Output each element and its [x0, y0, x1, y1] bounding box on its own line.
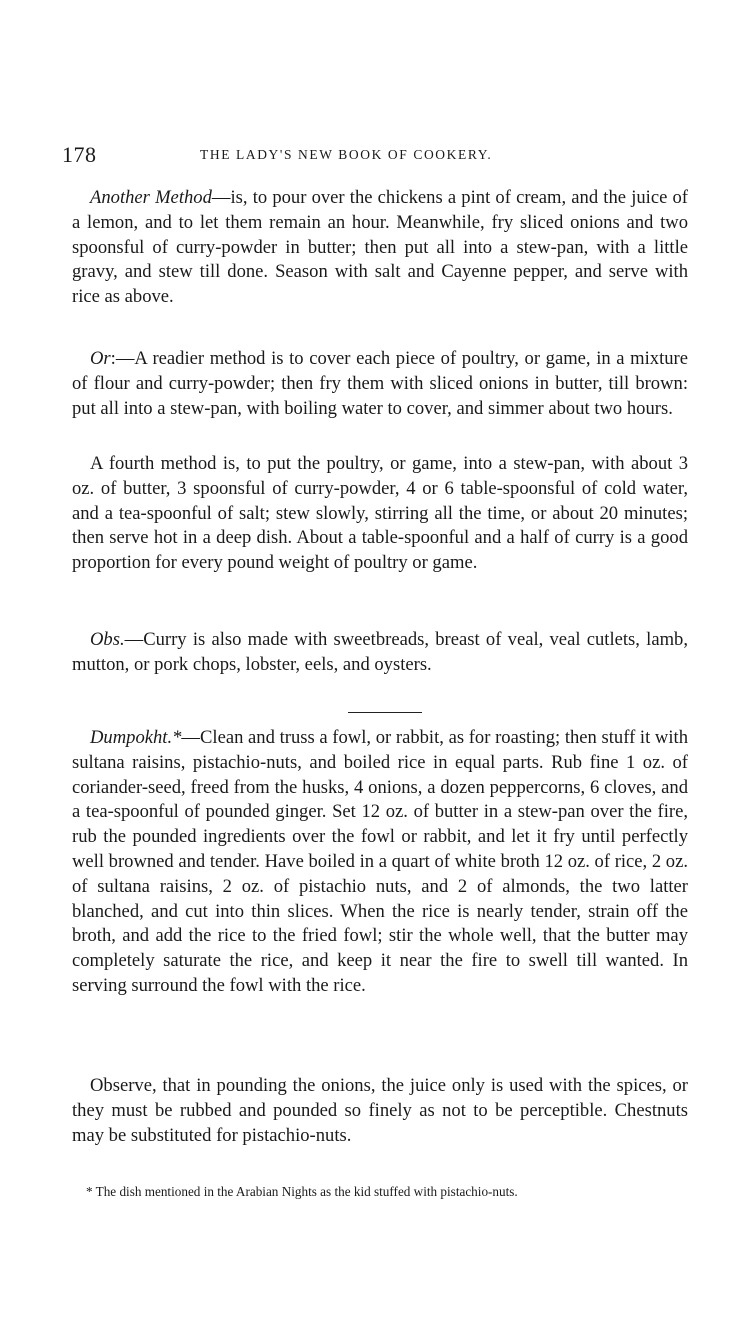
paragraph-text: Observe, that in pounding the onions, the juice only is used with the spices, or they must be rubbed and pounded so finely as not to be perceptible. Chestnuts may be substituted for pistachio-nuts. [72, 1075, 688, 1146]
paragraph-text: —is, to pour over the chickens a pint of cream, and the juice of a lemon, and to let them remain an hour. Meanwhile, fry sliced onions and two spoonsful of curry-powder in butter; then put all into a stew-pan, with a little gravy, and stew till done. Season with salt and Cayenne pepper, and serve with rice as above. [72, 187, 688, 308]
paragraph-lead: Dumpokht.* [90, 727, 182, 748]
paragraph-text: :—A readier method is to cover each piece of poultry, or game, in a mixture of flour and curry-powder; then fry them with sliced onions in butter, till brown: put all into a stew-pan, with boiling water to cover, and simmer about two hours. [72, 348, 688, 419]
paragraph-lead: Or [90, 348, 111, 369]
paragraph-fourth-method [72, 452, 688, 576]
paragraph-lead: Obs. [90, 629, 125, 650]
paragraph-text: A fourth method is, to put the poultry, or game, into a stew-pan, with about 3 oz. of butter, 3 spoonsful of curry-powder, 4 or 6 table-spoonsful of cold water, and a tea-spoonful of salt; stew slowly, stirring all the time, or about 20 minutes; then serve hot in a deep dish. About a table-spoonful and a half of curry is a good proportion for every pound weight of poultry or game. [72, 453, 688, 574]
footnote [74, 1184, 690, 1201]
footnote-text: * The dish mentioned in the Arabian Nights as the kid stuffed with pistachio-nuts. [86, 1184, 518, 1199]
paragraph-text: —Clean and truss a fowl, or rabbit, as for roasting; then stuff it with sultana raisins, pistachio-nuts, and boiled rice in equal parts. Rub fine 1 oz. of coriander-seed, freed from the husks, 4 onions, a dozen peppercorns, 6 cloves, and a tea-spoonful of pounded ginger. Set 12 oz. of butter in a stew-pan over the fire, rub the pounded ingredients over the fowl or rabbit, and let it fry until perfectly well browned and tender. Have boiled in a quart of white broth 12 oz. of rice, 2 oz. of sultana raisins, 2 oz. of pistachio nuts, and 2 of almonds, the two latter blanched, and cut into thin slices. When the rice is nearly tender, strain off the broth, and add the rice to the fried fowl; stir the whole well, that the butter may completely saturate the rice, and keep it near the fire to swell till wanted. In serving surround the fowl with the rice. [72, 727, 688, 996]
paragraph-or [72, 347, 688, 421]
paragraph-obs [72, 628, 688, 678]
paragraph-lead: Another Method [90, 187, 212, 208]
paragraph-dumpokht [72, 726, 688, 999]
page-number: 178 [62, 142, 97, 167]
paragraph-observe [72, 1074, 688, 1148]
running-title: THE LADY'S NEW BOOK OF COOKERY. [200, 147, 493, 162]
running-head [62, 142, 690, 172]
paragraph-text: —Curry is also made with sweetbreads, breast of veal, veal cutlets, lamb, mutton, or pork chops, lobster, eels, and oysters. [72, 629, 688, 675]
paragraph-another-method [72, 186, 688, 310]
section-divider [348, 712, 422, 713]
